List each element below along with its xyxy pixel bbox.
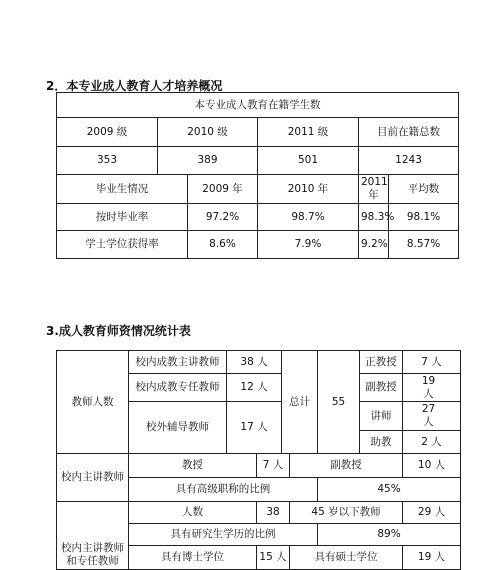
grad-degree-ratio-label: 具有研究生学历的比例: [129, 524, 318, 546]
grad-row-label: 学士学位获得率: [57, 231, 188, 259]
grad-degree-ratio-value: 89%: [318, 524, 461, 546]
teacher-type-label: 校内成教主讲教师: [129, 351, 227, 374]
table-row: [57, 118, 459, 147]
title-label: 助教: [360, 431, 403, 454]
title-label: 讲师: [360, 402, 403, 431]
enrollment-header-total: 目前在籍总数: [359, 118, 459, 147]
table-row: [57, 231, 459, 259]
assoc-professor-label: 副教授: [290, 454, 403, 478]
grad-header-label: 毕业生情况: [57, 175, 188, 204]
assoc-professor-value: 10 人: [403, 454, 461, 478]
total-value: 55: [318, 351, 360, 454]
enrollment-value-2009: 353: [57, 147, 158, 175]
masters-value: 19 人: [403, 546, 461, 570]
enrollment-value-2010: 389: [158, 147, 258, 175]
teacher-type-value: 38 人: [227, 351, 282, 374]
section-heading-faculty: 3.成人教育师资情况统计表: [46, 324, 191, 338]
grad-header-average: 平均数: [389, 175, 459, 204]
senior-ratio-value: 45%: [318, 478, 461, 502]
grad-row-label: 按时毕业率: [57, 204, 188, 231]
faculty-statistics-table: [56, 350, 461, 570]
grad-header-2011: 2011 年: [359, 175, 389, 204]
title-value: 7 人: [403, 351, 461, 374]
professor-value: 7 人: [257, 454, 290, 478]
headcount-label: 人数: [129, 502, 257, 524]
table-row: [57, 93, 459, 118]
table-row: [57, 351, 461, 374]
teacher-type-value: 17 人: [227, 402, 282, 454]
phd-label: 具有博士学位: [129, 546, 257, 570]
enrollment-header-2011: 2011 级: [258, 118, 359, 147]
grad-cell: 97.2%: [188, 204, 258, 231]
enrollment-value-2011: 501: [258, 147, 359, 175]
section-heading-talent: 2．本专业成人教育人才培养概况: [46, 79, 223, 93]
teacher-type-label: 校外辅导教师: [129, 402, 227, 454]
grad-header-2010: 2010 年: [258, 175, 359, 204]
title-label: 副教授: [360, 374, 403, 402]
enrollment-header-2009: 2009 级: [57, 118, 158, 147]
under45-value: 29 人: [403, 502, 461, 524]
total-label: 总计: [282, 351, 318, 454]
senior-ratio-label: 具有高级职称的比例: [129, 478, 318, 502]
title-label: 正教授: [360, 351, 403, 374]
grad-header-2009: 2009 年: [188, 175, 258, 204]
teacher-type-value: 12 人: [227, 374, 282, 402]
title-value: 2 人: [403, 431, 461, 454]
grad-cell: 98.3%: [359, 204, 389, 231]
table-row: [57, 175, 459, 204]
professor-label: 教授: [129, 454, 257, 478]
grad-cell: 8.6%: [188, 231, 258, 259]
grad-cell: 9.2%: [359, 231, 389, 259]
enrollment-value-total: 1243: [359, 147, 459, 175]
under45-label: 45 岁以下教师: [290, 502, 403, 524]
teacher-count-label: 教师人数: [57, 351, 129, 454]
enrollment-title: 本专业成人教育在籍学生数: [57, 93, 459, 118]
grad-cell: 7.9%: [258, 231, 359, 259]
title-value: 27 人: [403, 402, 461, 431]
table-row: [57, 204, 459, 231]
lecturer-fulltime-label: 校内主讲教师和专任教师: [57, 502, 129, 570]
enrollment-header-2010: 2010 级: [158, 118, 258, 147]
headcount-value: 38: [257, 502, 290, 524]
grad-cell: 98.7%: [258, 204, 359, 231]
table-row: [57, 454, 461, 478]
title-value: 19 人: [403, 374, 461, 402]
table-row: [57, 502, 461, 524]
grad-cell: 98.1%: [389, 204, 459, 231]
phd-value: 15 人: [257, 546, 290, 570]
internal-lecturer-label: 校内主讲教师: [57, 454, 129, 502]
teacher-type-label: 校内成教专任教师: [129, 374, 227, 402]
grad-cell: 8.57%: [389, 231, 459, 259]
talent-training-table: [56, 92, 459, 259]
table-row: [57, 147, 459, 175]
masters-label: 具有硕士学位: [290, 546, 403, 570]
